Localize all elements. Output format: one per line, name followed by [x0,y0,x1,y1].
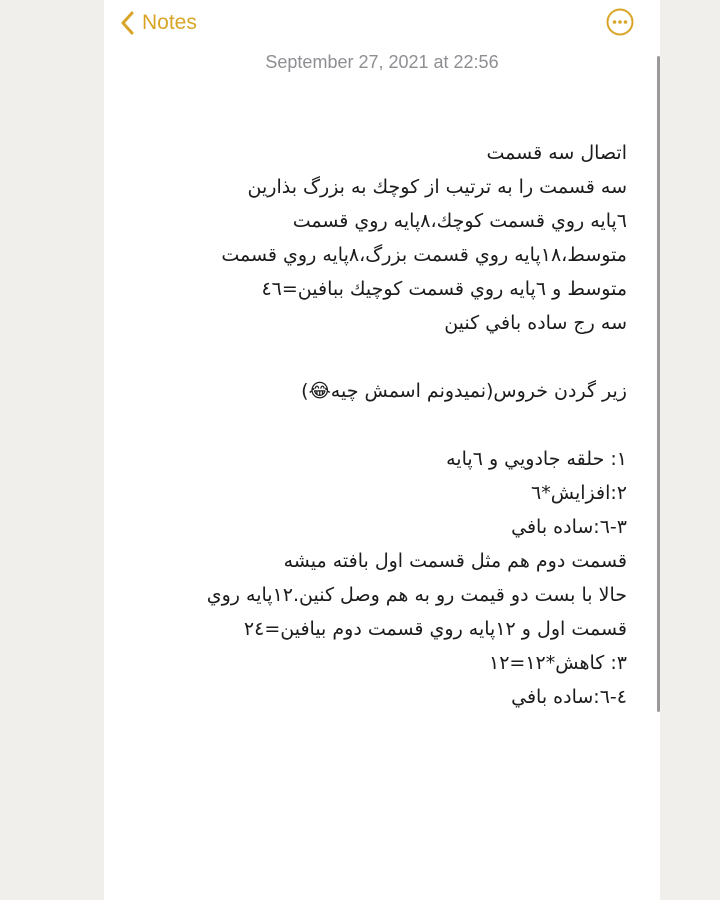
note-body[interactable] [144,136,627,714]
note-line: اتصال سه قسمت [486,142,627,164]
chevron-left-icon [120,11,134,35]
note-line: متوسط،١٨پايه روي قسمت بزرگ،٨پايه روي قسمت [221,244,627,266]
blank-line [144,340,627,374]
back-label: Notes [142,11,197,34]
notes-screen [104,0,660,900]
scrollbar[interactable] [657,56,660,712]
back-button[interactable] [120,8,197,38]
navigation-bar [104,0,660,44]
note-line: ٤-٦:ساده بافي [511,686,627,708]
note-line: ٢:افزايش*٦ [531,482,627,504]
note-line: حالا با بست دو قيمت رو به هم وصل كنين.١٢پايه روي [206,584,627,606]
note-line: ٦پايه روي قسمت كوچك،٨پايه روي قسمت [292,210,627,232]
note-line: ٣-٦:ساده بافي [511,516,627,538]
note-line: زير گردن خروس(نميدونم اسمش چيه😂) [301,380,627,402]
more-options-button[interactable] [606,8,634,36]
note-line: ٣: كاهش*١٢=١٢ [488,652,627,674]
note-timestamp: September 27, 2021 at 22:56 [265,52,499,72]
note-line: قسمت اول و ١٢پايه روي قسمت دوم بيافين=٢٤ [243,618,627,640]
note-line: سه قسمت را به ترتيب از كوچك به بزرگ بذارين [247,176,627,198]
note-line: قسمت دوم هم مثل قسمت اول بافته ميشه [283,550,627,572]
note-line: ١: حلقه جادويي و ٦پايه [446,448,627,470]
blank-line [144,408,627,442]
ellipsis-circle-icon [606,8,634,36]
note-line: متوسط و ٦پايه روي قسمت كوچيك ببافين=٤٦ [261,278,627,300]
note-line: سه رج ساده بافي كنين [444,312,627,334]
